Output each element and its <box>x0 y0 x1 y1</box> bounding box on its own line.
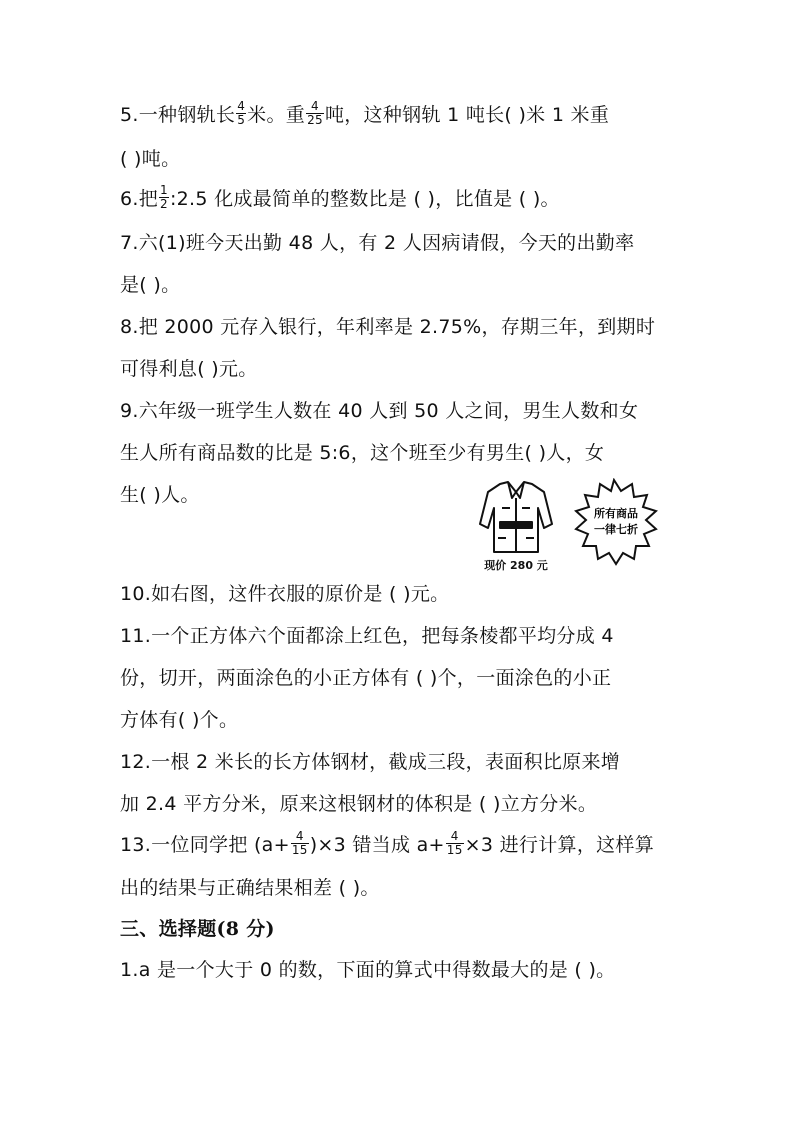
fraction-4-25: $\frac{4}{25}$ <box>307 99 323 127</box>
question-11-line-3: 方体有( )个。 <box>120 709 239 731</box>
question-9-line-1: 9.六年级一班学生人数在 40 人到 50 人之间，男生人数和女 <box>120 400 639 422</box>
question-6-line-1 <box>120 183 560 213</box>
question-7-line-2: 是( )。 <box>120 274 181 296</box>
question-13-line-1 <box>120 829 655 859</box>
question-11-line-1: 11.一个正方体六个面都涂上红色，把每条棱都平均分成 4 <box>120 625 614 647</box>
fraction-4-5: $\frac{4}{5}$ <box>237 99 246 127</box>
section-3-heading: 三、选择题(8 分) <box>120 918 275 940</box>
question-7-line-1: 7.六(1)班今天出勤 48 人，有 2 人因病请假，今天的出勤率 <box>120 232 635 254</box>
question-11-line-2: 份，切开，两面涂色的小正方体有 ( )个，一面涂色的小正 <box>120 667 612 689</box>
discount-starburst-icon <box>576 480 656 564</box>
q5-text-a: 5.一种钢轨长 <box>120 104 236 126</box>
q6-text-a: 6.把 <box>120 188 159 210</box>
fraction-1-2: $\frac{1}{2}$ <box>160 183 168 211</box>
q6-text-b: :2.5 化成最简单的整数比是 ( )，比值是 ( )。 <box>169 188 560 210</box>
q5-text-b: 米。重 <box>247 104 306 126</box>
question-5-line-2: ( )吨。 <box>120 148 181 170</box>
section-3-question-1: 1.a 是一个大于 0 的数，下面的算式中得数最大的是 ( )。 <box>120 959 616 981</box>
question-8-line-1: 8.把 2000 元存入银行，年利率是 2.75%，存期三年，到期时 <box>120 316 656 338</box>
question-12-line-2: 加 2.4 平方分米，原来这根钢材的体积是 ( )立方分米。 <box>120 793 598 815</box>
question-9-line-2: 生人所有商品数的比是 5:6，这个班至少有男生( )人，女 <box>120 442 605 464</box>
q13-text-a: 13.一位同学把 (a+ <box>120 834 290 856</box>
q5-text-c: 吨，这种钢轨 1 吨长( )米 1 米重 <box>324 104 610 126</box>
coat-icon <box>480 482 552 552</box>
burst-line-2: 一律七折 <box>594 523 638 536</box>
current-price-label: 现价 280 元 <box>484 559 548 572</box>
q13-text-b: )×3 错当成 a+ <box>309 834 445 856</box>
question-12-line-1: 12.一根 2 米长的长方体钢材，截成三段，表面积比原来增 <box>120 751 621 773</box>
question-9-line-3: 生( )人。 <box>120 484 200 506</box>
q13-text-c: ×3 进行计算，这样算 <box>464 834 655 856</box>
question-5-line-1 <box>120 99 610 129</box>
question-13-line-2: 出的结果与正确结果相差 ( )。 <box>120 877 380 899</box>
fraction-4-15-b: $\frac{4}{15}$ <box>446 829 463 857</box>
fraction-4-15-a: $\frac{4}{15}$ <box>291 829 308 857</box>
question-10-line-1: 10.如右图，这件衣服的原价是 ( )元。 <box>120 583 450 605</box>
burst-line-1: 所有商品 <box>594 507 638 520</box>
question-8-line-2: 可得利息( )元。 <box>120 358 258 380</box>
